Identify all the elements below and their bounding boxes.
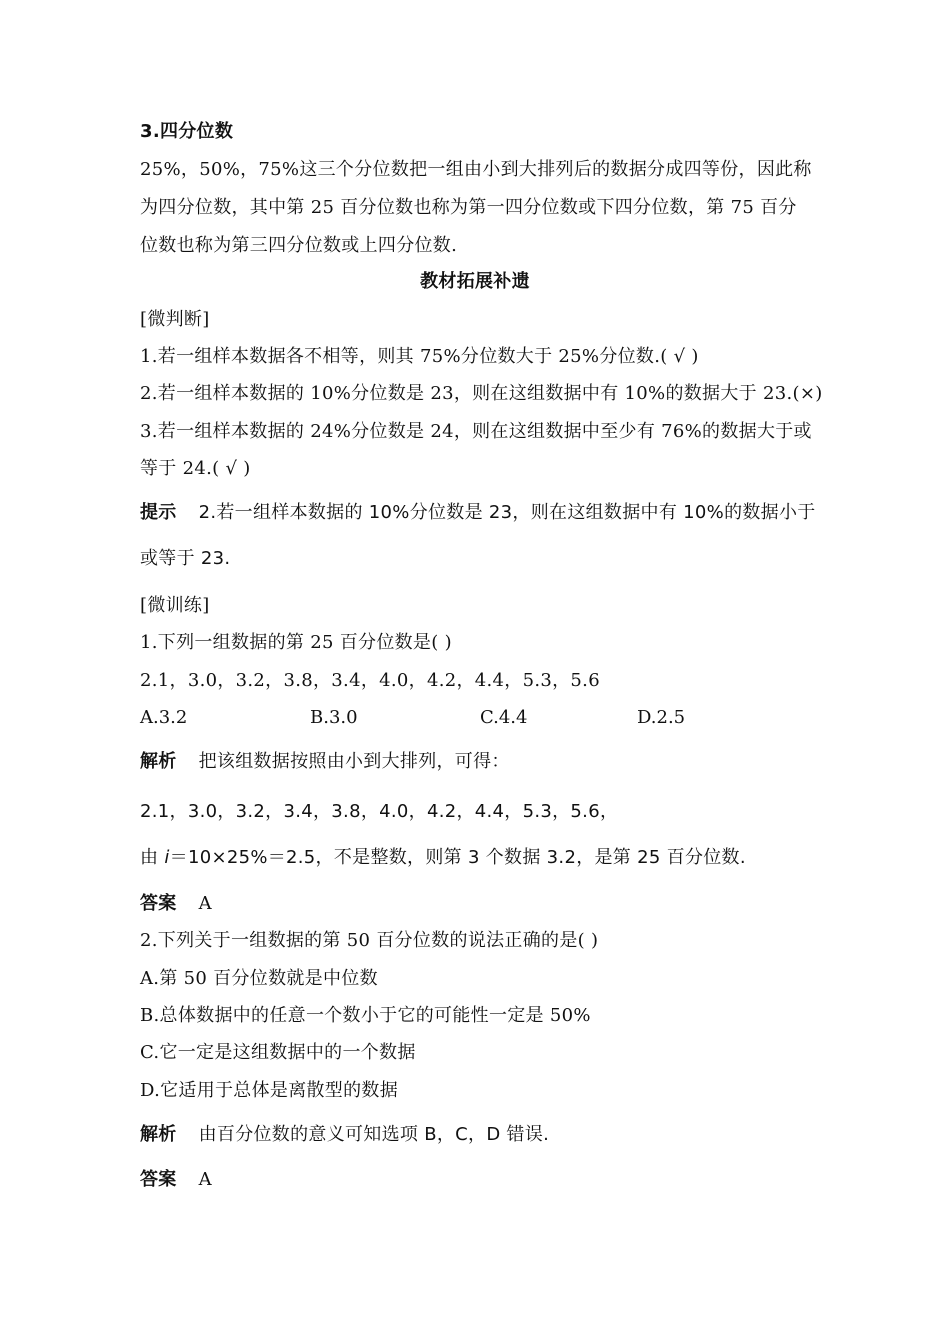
judge-item: 等于 24.( √ ) [140,458,251,479]
calc-variable: i [164,847,170,868]
option-b: B.总体数据中的任意一个数小于它的可能性一定是 50% [140,1005,591,1026]
question-stem: 1.下列一组数据的第 25 百分位数是( ) [140,632,452,653]
hint-label: 提示 [140,502,177,523]
judge-label: [微判断] [140,309,210,330]
hint-line: 或等于 23. [140,548,231,569]
answer-label: 答案 [140,893,177,914]
analysis-text: 把该组数据按照由小到大排列，可得： [198,751,510,772]
analysis-label: 解析 [140,1124,177,1145]
hint-line [140,501,816,525]
answer-line [140,1168,212,1192]
analysis-text: 由百分位数的意义可知选项 B，C，D 错误. [198,1124,550,1145]
judge-item: 1.若一组样本数据各不相等，则其 75%分位数大于 25%分位数.( √ ) [140,346,699,367]
answer-value: A [198,1169,212,1190]
calc-rest: ＝10×25%＝2.5，不是整数，则第 3 个数据 3.2，是第 25 百分位数. [169,847,746,868]
paragraph-line: 位数也称为第三四分位数或上四分位数. [140,235,458,256]
option-c: C.它一定是这组数据中的一个数据 [140,1042,416,1063]
judge-item: 2.若一组样本数据的 10%分位数是 23，则在这组数据中有 10%的数据大于 23.(×) [140,383,823,404]
answer-value: A [198,893,212,914]
data-line: 2.1，3.0，3.2，3.8，3.4，4.0，4.2，4.4，5.3，5.6 [140,670,600,691]
section-heading: 3.四分位数 [140,121,234,142]
option-a: A.3.2 [140,707,188,728]
hint-text: 2.若一组样本数据的 10%分位数是 23，则在这组数据中有 10%的数据小于 [198,502,816,523]
option-a: A.第 50 百分位数就是中位数 [140,968,378,989]
option-b: B.3.0 [310,707,358,728]
answer-label: 答案 [140,1169,177,1190]
option-d: D.它适用于总体是离散型的数据 [140,1080,399,1101]
calc-line [140,846,746,870]
analysis-label: 解析 [140,751,177,772]
answer-line [140,892,212,916]
judge-item: 3.若一组样本数据的 24%分位数是 24，则在这组数据中至少有 76%的数据大于或 [140,421,812,442]
option-d: D.2.5 [637,707,686,728]
sorted-data-line: 2.1，3.0，3.2，3.4，3.8，4.0，4.2，4.4，5.3，5.6， [140,801,619,822]
paragraph-line: 25%，50%，75%这三个分位数把一组由小到大排列后的数据分成四等份，因此称 [140,159,812,180]
question-stem: 2.下列关于一组数据的第 50 百分位数的说法正确的是( ) [140,930,599,951]
calc-prefix: 由 [140,847,165,868]
analysis-line [140,1123,549,1147]
option-c: C.4.4 [480,707,528,728]
train-label: [微训练] [140,595,210,616]
expansion-title: 教材拓展补遗 [420,271,530,292]
analysis-line [140,750,510,774]
paragraph-line: 为四分位数，其中第 25 百分位数也称为第一四分位数或下四分位数，第 75 百分 [140,197,797,218]
